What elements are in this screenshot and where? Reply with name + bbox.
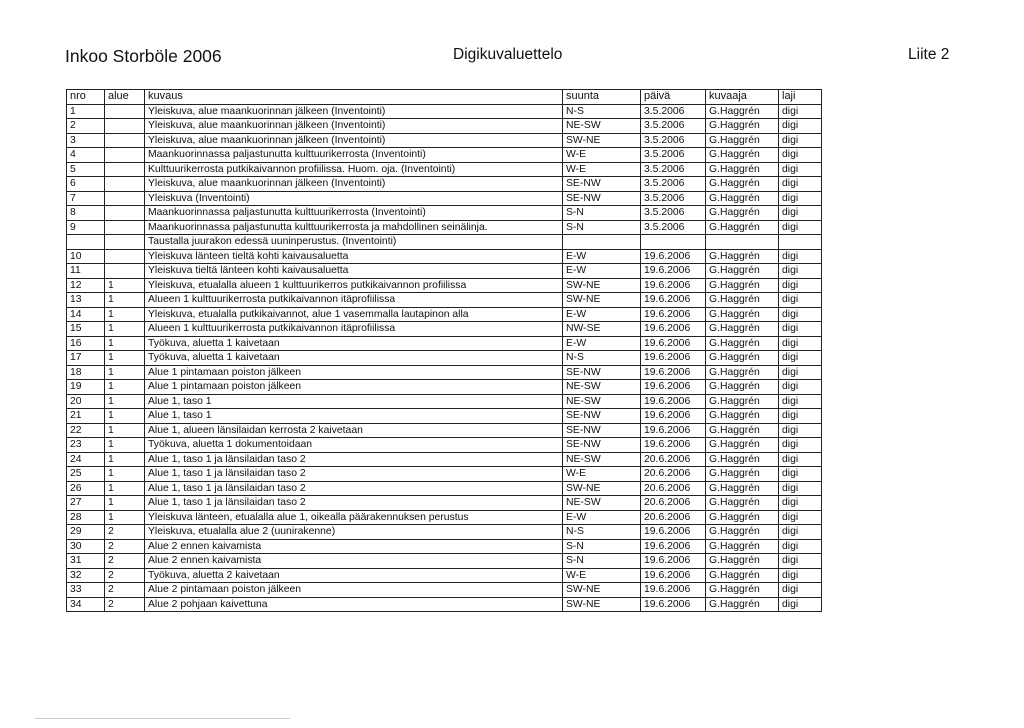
cell-suunta: N-S [563,351,641,366]
cell-kuvaus: Yleiskuva länteen tieltä kohti kaivausaluetta [145,249,563,264]
cell-nro: 31 [67,554,105,569]
cell-suunta: E-W [563,336,641,351]
cell-suunta: SE-NW [563,438,641,453]
cell-laji: digi [779,249,822,264]
cell-kuvaaja: G.Haggrén [706,119,779,134]
column-header: kuvaaja [706,90,779,105]
cell-kuvaus: Työkuva, aluetta 2 kaivetaan [145,568,563,583]
cell-suunta: SW-NE [563,597,641,612]
cell-kuvaus: Työkuva, aluetta 1 kaivetaan [145,336,563,351]
cell-kuvaaja: G.Haggrén [706,380,779,395]
cell-suunta: E-W [563,307,641,322]
cell-suunta: SW-NE [563,133,641,148]
table-row [67,336,822,351]
table-row [67,568,822,583]
table-row [67,452,822,467]
cell-kuvaus: Alue 2 pohjaan kaivettuna [145,597,563,612]
cell-alue [105,162,145,177]
cell-alue: 2 [105,554,145,569]
cell-paiva: 3.5.2006 [641,104,706,119]
cell-kuvaus: Yleiskuva, alue maankuorinnan jälkeen (Inventointi) [145,177,563,192]
cell-suunta: E-W [563,249,641,264]
cell-alue: 2 [105,583,145,598]
cell-paiva: 19.6.2006 [641,380,706,395]
cell-paiva: 19.6.2006 [641,554,706,569]
cell-nro: 5 [67,162,105,177]
cell-kuvaaja: G.Haggrén [706,525,779,540]
column-header: suunta [563,90,641,105]
document-title: Inkoo Storböle 2006 [65,46,222,66]
cell-alue: 1 [105,481,145,496]
cell-alue: 1 [105,365,145,380]
table-row [67,394,822,409]
cell-paiva: 19.6.2006 [641,539,706,554]
cell-kuvaus: Alue 1, taso 1 [145,394,563,409]
table-row [67,351,822,366]
cell-laji: digi [779,467,822,482]
cell-kuvaus: Yleiskuva, alue maankuorinnan jälkeen (Inventointi) [145,133,563,148]
cell-alue: 1 [105,452,145,467]
cell-kuvaus: Alue 1, alueen länsilaidan kerrosta 2 kaivetaan [145,423,563,438]
cell-alue [105,264,145,279]
cell-paiva: 19.6.2006 [641,293,706,308]
cell-laji: digi [779,554,822,569]
table-row [67,525,822,540]
cell-laji: digi [779,438,822,453]
cell-nro: 7 [67,191,105,206]
cell-paiva: 19.6.2006 [641,583,706,598]
column-header: kuvaus [145,90,563,105]
cell-nro: 14 [67,307,105,322]
table-row [67,220,822,235]
cell-laji: digi [779,583,822,598]
cell-kuvaaja: G.Haggrén [706,452,779,467]
cell-alue: 1 [105,322,145,337]
cell-nro: 19 [67,380,105,395]
cell-kuvaaja: G.Haggrén [706,409,779,424]
cell-alue [105,191,145,206]
cell-kuvaus: Alueen 1 kulttuurikerrosta putkikaivannon itäprofiilissa [145,293,563,308]
cell-kuvaaja: G.Haggrén [706,438,779,453]
cell-laji: digi [779,206,822,221]
cell-alue: 1 [105,336,145,351]
cell-kuvaaja: G.Haggrén [706,467,779,482]
cell-paiva: 3.5.2006 [641,206,706,221]
cell-laji: digi [779,409,822,424]
cell-paiva [641,235,706,250]
cell-laji: digi [779,336,822,351]
cell-kuvaus: Taustalla juurakon edessä uuninperustus. (Inventointi) [145,235,563,250]
cell-paiva: 3.5.2006 [641,148,706,163]
cell-suunta: N-S [563,104,641,119]
cell-nro: 15 [67,322,105,337]
table-row [67,119,822,134]
cell-suunta: NE-SW [563,496,641,511]
cell-paiva: 19.6.2006 [641,365,706,380]
cell-nro: 8 [67,206,105,221]
cell-nro: 33 [67,583,105,598]
table-row [67,409,822,424]
cell-suunta: NE-SW [563,380,641,395]
cell-suunta: S-N [563,220,641,235]
table-row [67,293,822,308]
cell-nro: 9 [67,220,105,235]
cell-suunta: SW-NE [563,481,641,496]
cell-paiva: 20.6.2006 [641,496,706,511]
cell-suunta: S-N [563,206,641,221]
cell-nro: 34 [67,597,105,612]
table-row [67,438,822,453]
cell-laji: digi [779,394,822,409]
cell-suunta [563,235,641,250]
cell-kuvaaja: G.Haggrén [706,206,779,221]
cell-paiva: 20.6.2006 [641,481,706,496]
cell-kuvaaja: G.Haggrén [706,264,779,279]
cell-laji: digi [779,191,822,206]
cell-nro: 24 [67,452,105,467]
cell-alue [105,206,145,221]
table-row [67,481,822,496]
cell-laji: digi [779,322,822,337]
cell-kuvaaja: G.Haggrén [706,481,779,496]
cell-paiva: 19.6.2006 [641,568,706,583]
cell-laji: digi [779,351,822,366]
cell-kuvaaja: G.Haggrén [706,133,779,148]
cell-suunta: SE-NW [563,409,641,424]
cell-laji: digi [779,278,822,293]
cell-alue: 1 [105,351,145,366]
cell-kuvaus: Yleiskuva, etualalla alueen 1 kulttuurikerros putkikaivannon profiilissa [145,278,563,293]
cell-laji: digi [779,264,822,279]
scan-artifact-line [35,718,290,719]
table-row [67,539,822,554]
cell-suunta: W-E [563,568,641,583]
cell-laji: digi [779,162,822,177]
cell-kuvaus: Alue 1, taso 1 ja länsilaidan taso 2 [145,452,563,467]
cell-alue: 2 [105,525,145,540]
cell-kuvaaja: G.Haggrén [706,351,779,366]
cell-paiva: 20.6.2006 [641,510,706,525]
table-row [67,322,822,337]
cell-paiva: 19.6.2006 [641,423,706,438]
cell-nro: 16 [67,336,105,351]
cell-kuvaaja: G.Haggrén [706,293,779,308]
cell-kuvaaja: G.Haggrén [706,307,779,322]
table-row [67,467,822,482]
cell-alue: 1 [105,467,145,482]
cell-paiva: 19.6.2006 [641,249,706,264]
table-row [67,510,822,525]
cell-kuvaaja: G.Haggrén [706,278,779,293]
table-row [67,496,822,511]
cell-nro: 30 [67,539,105,554]
cell-kuvaaja [706,235,779,250]
cell-kuvaaja: G.Haggrén [706,104,779,119]
cell-laji: digi [779,133,822,148]
cell-laji [779,235,822,250]
cell-kuvaus: Alue 1, taso 1 ja länsilaidan taso 2 [145,467,563,482]
cell-paiva: 19.6.2006 [641,525,706,540]
cell-alue: 1 [105,307,145,322]
cell-kuvaus: Yleiskuva, alue maankuorinnan jälkeen (Inventointi) [145,104,563,119]
cell-paiva: 20.6.2006 [641,467,706,482]
cell-alue: 2 [105,568,145,583]
cell-suunta: SE-NW [563,423,641,438]
cell-nro: 2 [67,119,105,134]
table-row [67,583,822,598]
cell-nro: 28 [67,510,105,525]
cell-alue: 1 [105,394,145,409]
cell-kuvaus: Maankuorinnassa paljastunutta kulttuurikerrosta (Inventointi) [145,148,563,163]
cell-kuvaus: Yleiskuva, etualalla putkikaivannot, alue 1 vasemmalla lautapinon alla [145,307,563,322]
cell-nro: 13 [67,293,105,308]
cell-nro: 23 [67,438,105,453]
cell-nro: 20 [67,394,105,409]
cell-alue [105,220,145,235]
cell-kuvaaja: G.Haggrén [706,220,779,235]
table-row [67,554,822,569]
cell-paiva: 3.5.2006 [641,220,706,235]
table-row [67,307,822,322]
cell-nro: 27 [67,496,105,511]
cell-alue: 1 [105,438,145,453]
cell-kuvaaja: G.Haggrén [706,510,779,525]
table-row [67,235,822,250]
cell-alue [105,235,145,250]
cell-laji: digi [779,481,822,496]
cell-kuvaus: Alue 1 pintamaan poiston jälkeen [145,365,563,380]
cell-suunta: SW-NE [563,293,641,308]
photo-catalog-table [66,89,822,612]
cell-laji: digi [779,307,822,322]
table-row [67,380,822,395]
cell-paiva: 19.6.2006 [641,264,706,279]
cell-paiva: 3.5.2006 [641,133,706,148]
table-row [67,148,822,163]
table-row [67,597,822,612]
cell-nro [67,235,105,250]
cell-kuvaus: Alue 2 ennen kaivamista [145,539,563,554]
cell-kuvaaja: G.Haggrén [706,322,779,337]
cell-suunta: SE-NW [563,191,641,206]
cell-alue [105,148,145,163]
cell-kuvaus: Alue 1, taso 1 ja länsilaidan taso 2 [145,481,563,496]
cell-nro: 10 [67,249,105,264]
cell-kuvaus: Maankuorinnassa paljastunutta kulttuurikerrosta (Inventointi) [145,206,563,221]
cell-kuvaaja: G.Haggrén [706,583,779,598]
cell-paiva: 19.6.2006 [641,307,706,322]
cell-laji: digi [779,539,822,554]
cell-suunta: W-E [563,467,641,482]
cell-kuvaaja: G.Haggrén [706,597,779,612]
cell-kuvaus: Alueen 1 kulttuurikerrosta putkikaivannon itäprofiilissa [145,322,563,337]
cell-nro: 29 [67,525,105,540]
cell-paiva: 19.6.2006 [641,278,706,293]
cell-nro: 1 [67,104,105,119]
cell-suunta: SE-NW [563,177,641,192]
cell-alue: 1 [105,496,145,511]
column-header: päivä [641,90,706,105]
cell-kuvaus: Yleiskuva länteen, etualalla alue 1, oikealla päärakennuksen perustus [145,510,563,525]
cell-kuvaaja: G.Haggrén [706,539,779,554]
cell-nro: 32 [67,568,105,583]
cell-kuvaus: Alue 1, taso 1 ja länsilaidan taso 2 [145,496,563,511]
cell-kuvaaja: G.Haggrén [706,554,779,569]
cell-paiva: 19.6.2006 [641,322,706,337]
cell-paiva: 19.6.2006 [641,394,706,409]
table-row [67,191,822,206]
cell-kuvaus: Alue 1 pintamaan poiston jälkeen [145,380,563,395]
cell-nro: 26 [67,481,105,496]
cell-paiva: 19.6.2006 [641,336,706,351]
cell-suunta: NE-SW [563,119,641,134]
cell-paiva: 20.6.2006 [641,452,706,467]
cell-kuvaus: Alue 2 ennen kaivamista [145,554,563,569]
cell-kuvaus: Työkuva, aluetta 1 dokumentoidaan [145,438,563,453]
cell-kuvaaja: G.Haggrén [706,336,779,351]
cell-suunta: E-W [563,264,641,279]
cell-alue: 2 [105,597,145,612]
cell-alue: 1 [105,510,145,525]
cell-paiva: 19.6.2006 [641,597,706,612]
cell-kuvaus: Yleiskuva, etualalla alue 2 (uunirakenne) [145,525,563,540]
column-header: laji [779,90,822,105]
cell-paiva: 19.6.2006 [641,409,706,424]
cell-kuvaus: Yleiskuva tieltä länteen kohti kaivausaluetta [145,264,563,279]
cell-alue: 1 [105,293,145,308]
cell-laji: digi [779,452,822,467]
cell-suunta: NW-SE [563,322,641,337]
cell-alue: 2 [105,539,145,554]
cell-suunta: SW-NE [563,583,641,598]
column-header: alue [105,90,145,105]
table-row [67,278,822,293]
cell-paiva: 3.5.2006 [641,191,706,206]
table-row [67,264,822,279]
table-row [67,365,822,380]
table-row [67,104,822,119]
cell-suunta: SE-NW [563,365,641,380]
cell-laji: digi [779,104,822,119]
table-row [67,423,822,438]
cell-kuvaaja: G.Haggrén [706,191,779,206]
cell-suunta: S-N [563,554,641,569]
cell-suunta: NE-SW [563,452,641,467]
cell-laji: digi [779,597,822,612]
table-row [67,162,822,177]
cell-kuvaus: Alue 2 pintamaan poiston jälkeen [145,583,563,598]
cell-laji: digi [779,293,822,308]
cell-kuvaaja: G.Haggrén [706,394,779,409]
cell-paiva: 19.6.2006 [641,351,706,366]
cell-kuvaaja: G.Haggrén [706,249,779,264]
cell-paiva: 3.5.2006 [641,162,706,177]
cell-kuvaaja: G.Haggrén [706,365,779,380]
document-subtitle: Digikuvaluettelo [453,46,563,63]
cell-alue: 1 [105,423,145,438]
cell-laji: digi [779,119,822,134]
cell-kuvaaja: G.Haggrén [706,423,779,438]
cell-paiva: 3.5.2006 [641,119,706,134]
cell-alue [105,133,145,148]
table-row [67,177,822,192]
cell-alue: 1 [105,380,145,395]
cell-kuvaaja: G.Haggrén [706,162,779,177]
cell-alue [105,177,145,192]
cell-kuvaaja: G.Haggrén [706,496,779,511]
table-row [67,249,822,264]
cell-kuvaaja: G.Haggrén [706,568,779,583]
cell-suunta: W-E [563,148,641,163]
cell-alue: 1 [105,409,145,424]
cell-kuvaus: Maankuorinnassa paljastunutta kulttuurikerrosta ja mahdollinen seinälinja. [145,220,563,235]
cell-kuvaus: Kulttuurikerrosta putkikaivannon profiilissa. Huom. oja. (Inventointi) [145,162,563,177]
table-row [67,133,822,148]
cell-nro: 22 [67,423,105,438]
cell-alue [105,104,145,119]
cell-nro: 17 [67,351,105,366]
cell-paiva: 19.6.2006 [641,438,706,453]
cell-nro: 4 [67,148,105,163]
cell-alue [105,119,145,134]
cell-nro: 12 [67,278,105,293]
cell-kuvaus: Työkuva, aluetta 1 kaivetaan [145,351,563,366]
cell-kuvaaja: G.Haggrén [706,177,779,192]
cell-suunta: NE-SW [563,394,641,409]
cell-laji: digi [779,568,822,583]
cell-suunta: N-S [563,525,641,540]
cell-laji: digi [779,177,822,192]
cell-nro: 21 [67,409,105,424]
table-row [67,206,822,221]
cell-laji: digi [779,423,822,438]
cell-nro: 6 [67,177,105,192]
column-header: nro [67,90,105,105]
cell-nro: 18 [67,365,105,380]
cell-laji: digi [779,380,822,395]
cell-laji: digi [779,496,822,511]
cell-kuvaus: Yleiskuva (Inventointi) [145,191,563,206]
cell-kuvaus: Alue 1, taso 1 [145,409,563,424]
table-header-row [67,90,822,105]
cell-laji: digi [779,365,822,380]
cell-alue [105,249,145,264]
cell-nro: 25 [67,467,105,482]
cell-laji: digi [779,510,822,525]
cell-suunta: S-N [563,539,641,554]
cell-laji: digi [779,525,822,540]
appendix-label: Liite 2 [908,46,950,63]
cell-paiva: 3.5.2006 [641,177,706,192]
cell-laji: digi [779,148,822,163]
cell-kuvaus: Yleiskuva, alue maankuorinnan jälkeen (Inventointi) [145,119,563,134]
cell-kuvaaja: G.Haggrén [706,148,779,163]
cell-suunta: W-E [563,162,641,177]
cell-suunta: SW-NE [563,278,641,293]
table-body [67,104,822,612]
cell-laji: digi [779,220,822,235]
cell-nro: 11 [67,264,105,279]
cell-suunta: E-W [563,510,641,525]
cell-alue: 1 [105,278,145,293]
cell-nro: 3 [67,133,105,148]
